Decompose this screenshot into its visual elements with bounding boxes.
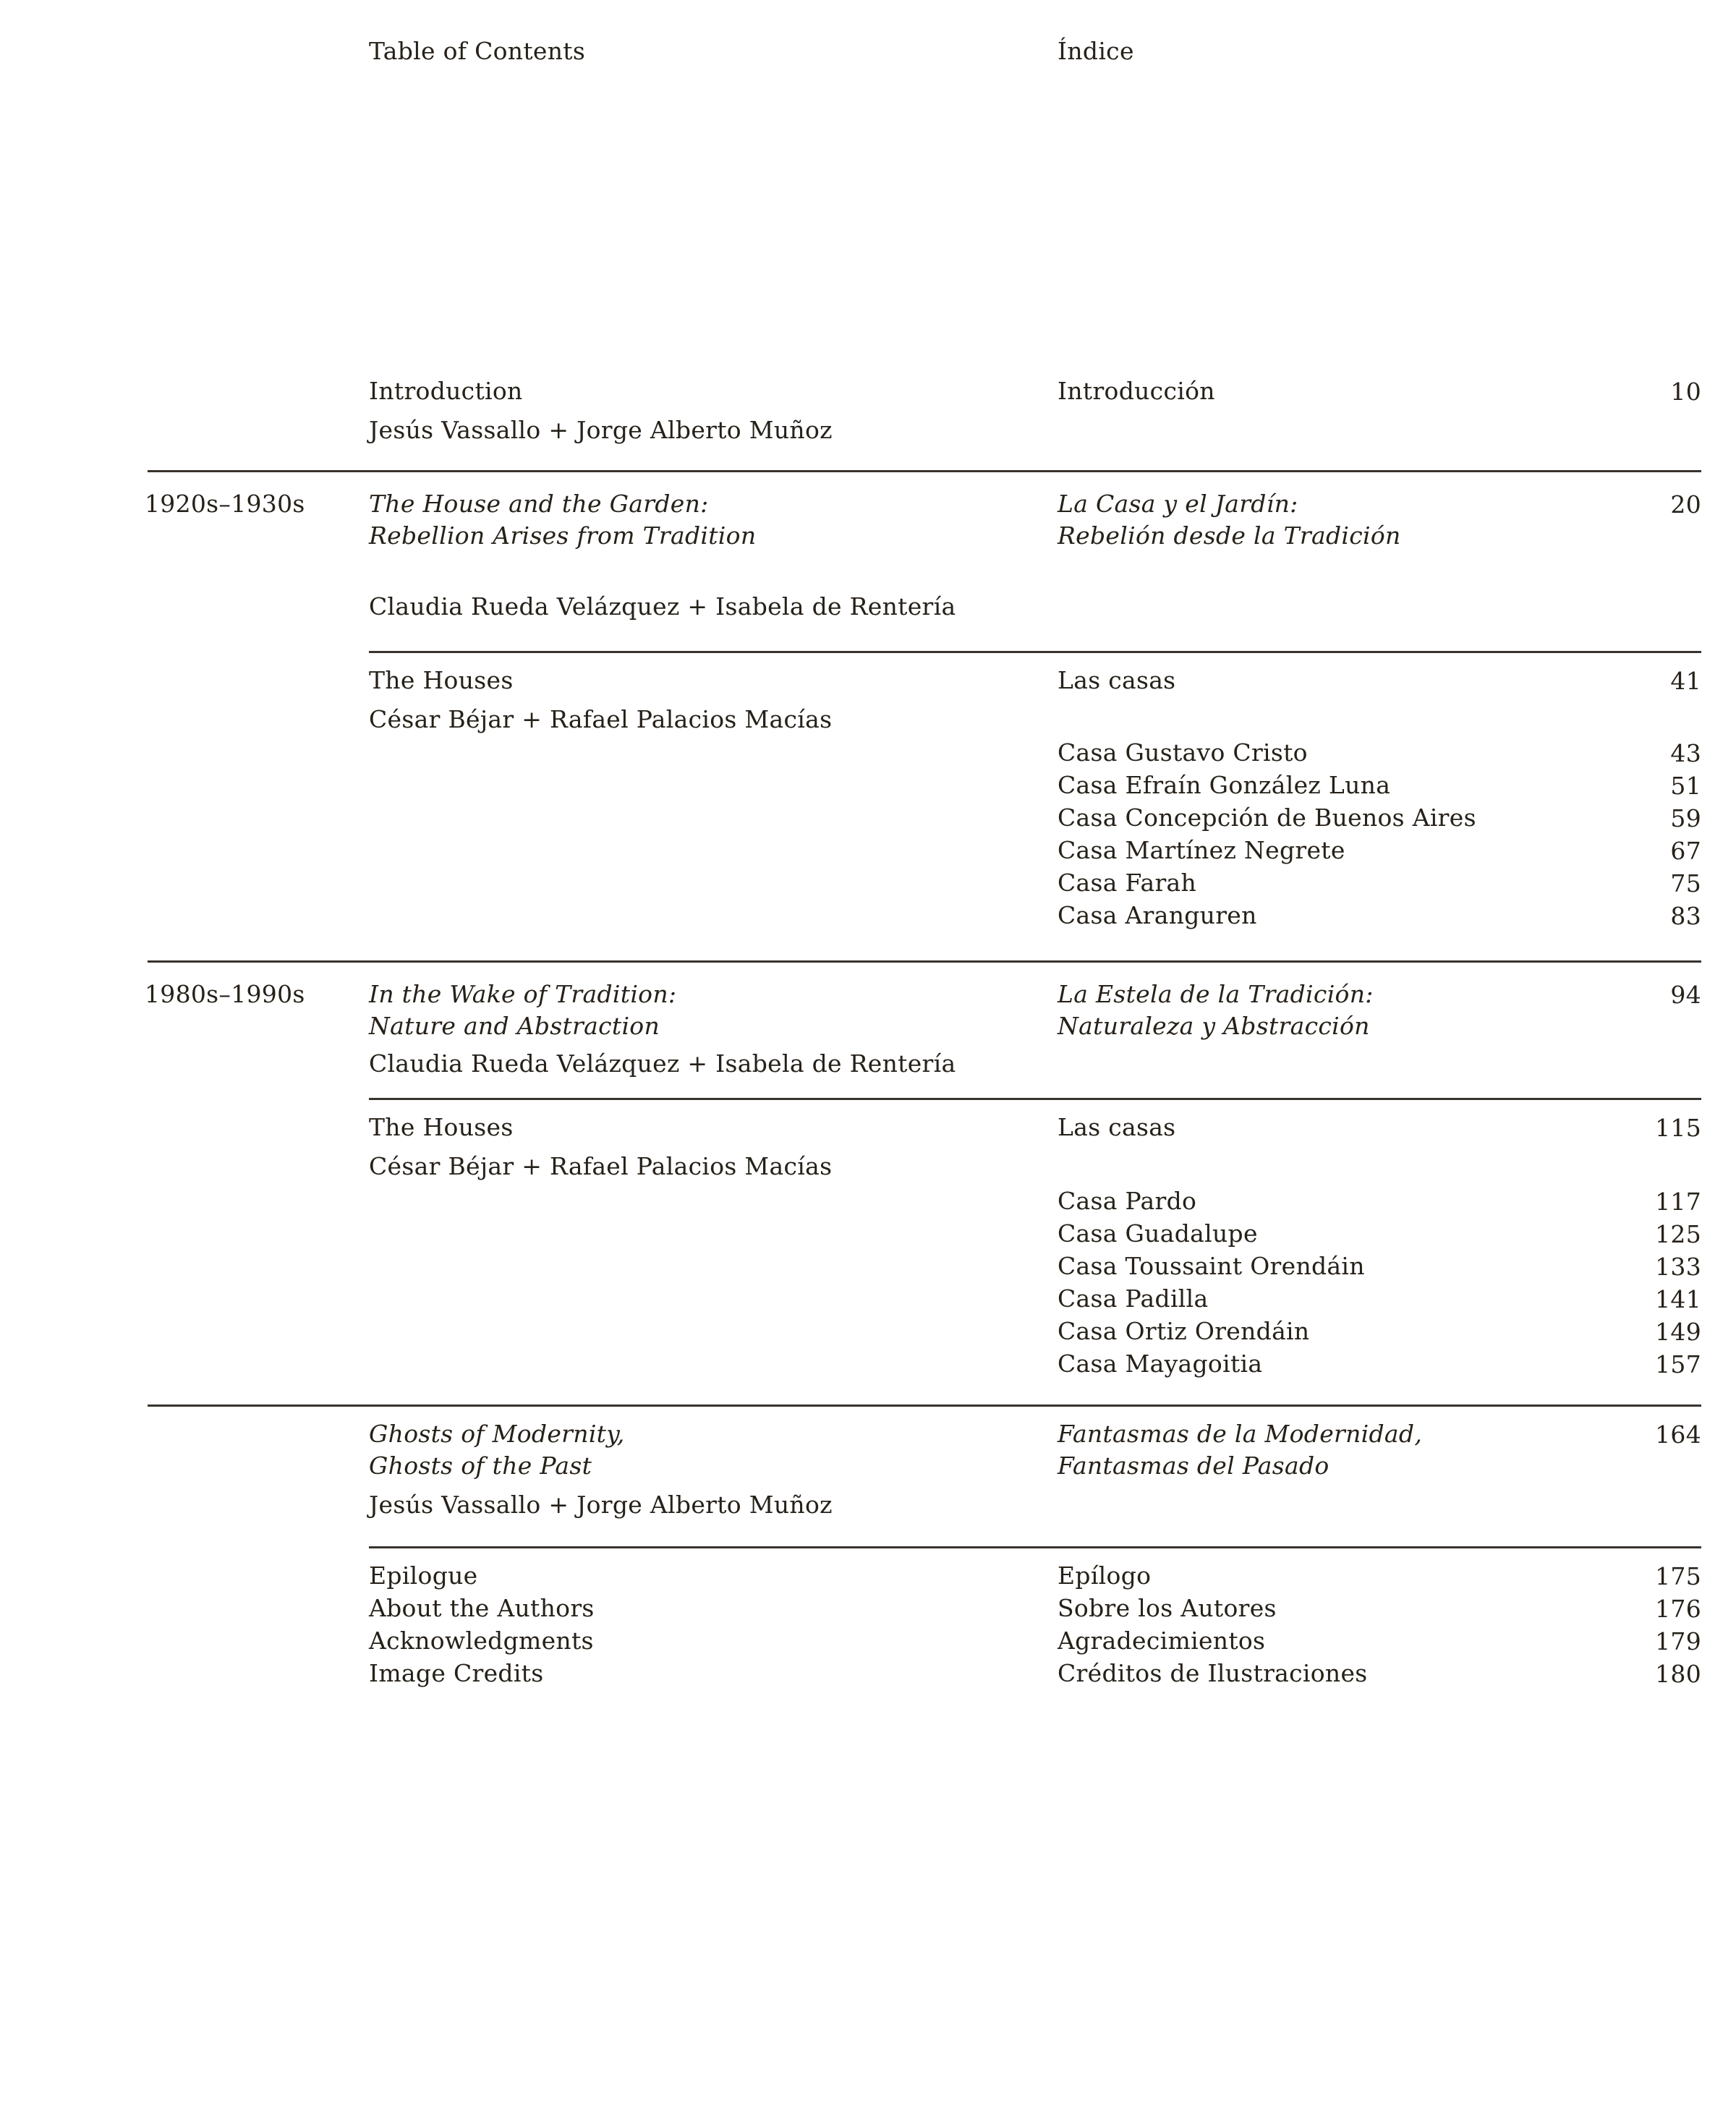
subsection-divider-rule bbox=[369, 1546, 1701, 1548]
page-number-casa: 83 bbox=[1670, 902, 1701, 930]
back-matter-item-es: Sobre los Autores bbox=[1058, 1594, 1277, 1622]
page-number-houses-2: 115 bbox=[1655, 1114, 1701, 1142]
casa-list-item: Casa Farah bbox=[1058, 869, 1197, 897]
page-number-back-matter: 176 bbox=[1655, 1595, 1701, 1623]
houses-heading-en-2: The Houses bbox=[369, 1113, 514, 1141]
ghosts-title-es-line2: Fantasmas del Pasado bbox=[1058, 1452, 1329, 1480]
back-matter-item-en: Epilogue bbox=[369, 1561, 478, 1590]
houses-heading-es-1: Las casas bbox=[1058, 666, 1176, 694]
page-number-casa: 133 bbox=[1655, 1253, 1701, 1281]
page-number-ghosts: 164 bbox=[1655, 1420, 1701, 1449]
page-number-essay-1: 20 bbox=[1670, 490, 1701, 519]
casa-list-item: Casa Mayagoitia bbox=[1058, 1350, 1263, 1378]
casa-list-item: Casa Toussaint Orendáin bbox=[1058, 1252, 1365, 1280]
casa-list-item: Casa Pardo bbox=[1058, 1187, 1197, 1215]
authors-introduction: Jesús Vassallo + Jorge Alberto Muñoz bbox=[369, 416, 833, 444]
back-matter-item-es: Créditos de Ilustraciones bbox=[1058, 1659, 1368, 1687]
decade-label-1920s-1930s: 1920s–1930s bbox=[145, 490, 305, 518]
page-number-casa: 67 bbox=[1670, 837, 1701, 865]
back-matter-item-en: Image Credits bbox=[369, 1659, 544, 1687]
page-number-casa: 51 bbox=[1670, 772, 1701, 800]
page-number-casa: 125 bbox=[1655, 1220, 1701, 1248]
page-header-spanish: Índice bbox=[1058, 37, 1134, 65]
page-number-casa: 75 bbox=[1670, 869, 1701, 898]
page-number-back-matter: 175 bbox=[1655, 1562, 1701, 1590]
decade-label-1980s-1990s: 1980s–1990s bbox=[145, 980, 305, 1008]
essay-title-es-line2: Rebelión desde la Tradición bbox=[1058, 521, 1401, 550]
casa-list-item: Casa Padilla bbox=[1058, 1284, 1209, 1313]
page-number-casa: 43 bbox=[1670, 739, 1701, 767]
essay-title-en-line2: Nature and Abstraction bbox=[369, 1012, 660, 1040]
page-number-houses-1: 41 bbox=[1670, 667, 1701, 695]
houses-heading-en-1: The Houses bbox=[369, 666, 514, 694]
back-matter-item-en: Acknowledgments bbox=[369, 1627, 594, 1655]
essay-title-es-line1: La Estela de la Tradición: bbox=[1058, 980, 1374, 1008]
authors-essay-1: Claudia Rueda Velázquez + Isabela de Rentería bbox=[369, 592, 956, 621]
casa-list-item: Casa Martínez Negrete bbox=[1058, 836, 1345, 864]
toc-entry-introduction-es: Introducción bbox=[1058, 377, 1215, 405]
page-number-casa: 149 bbox=[1655, 1318, 1701, 1346]
subsection-divider-rule bbox=[369, 651, 1701, 653]
section-divider-rule bbox=[148, 470, 1701, 472]
essay-title-es-line1: La Casa y el Jardín: bbox=[1058, 490, 1298, 518]
casa-list-item: Casa Guadalupe bbox=[1058, 1219, 1258, 1248]
authors-houses-1: César Béjar + Rafael Palacios Macías bbox=[369, 705, 833, 733]
page-header-english: Table of Contents bbox=[369, 37, 586, 65]
page-number-casa: 141 bbox=[1655, 1285, 1701, 1313]
page-number-essay-2: 94 bbox=[1670, 981, 1701, 1009]
casa-list-item: Casa Concepción de Buenos Aires bbox=[1058, 804, 1476, 832]
page-number-casa: 59 bbox=[1670, 804, 1701, 832]
casa-list-item: Casa Gustavo Cristo bbox=[1058, 738, 1308, 767]
back-matter-item-es: Agradecimientos bbox=[1058, 1627, 1266, 1655]
casa-list-item: Casa Efraín González Luna bbox=[1058, 771, 1391, 799]
page-number-back-matter: 180 bbox=[1655, 1660, 1701, 1688]
page-number-casa: 117 bbox=[1655, 1188, 1701, 1216]
casa-list-item: Casa Ortiz Orendáin bbox=[1058, 1317, 1310, 1345]
essay-title-es-line2: Naturaleza y Abstracción bbox=[1058, 1012, 1370, 1040]
casa-list-item: Casa Aranguren bbox=[1058, 901, 1257, 929]
authors-ghosts: Jesús Vassallo + Jorge Alberto Muñoz bbox=[369, 1491, 833, 1519]
ghosts-title-es-line1: Fantasmas de la Modernidad, bbox=[1058, 1420, 1423, 1448]
subsection-divider-rule bbox=[369, 1098, 1701, 1100]
page-number-back-matter: 179 bbox=[1655, 1627, 1701, 1655]
authors-essay-2: Claudia Rueda Velázquez + Isabela de Rentería bbox=[369, 1049, 956, 1078]
ghosts-title-en-line2: Ghosts of the Past bbox=[369, 1452, 592, 1480]
ghosts-title-en-line1: Ghosts of Modernity, bbox=[369, 1420, 625, 1448]
houses-heading-es-2: Las casas bbox=[1058, 1113, 1176, 1141]
page-number-casa: 157 bbox=[1655, 1350, 1701, 1378]
section-divider-rule bbox=[148, 1405, 1701, 1407]
essay-title-en-line1: In the Wake of Tradition: bbox=[369, 980, 677, 1008]
essay-title-en-line1: The House and the Garden: bbox=[369, 490, 709, 518]
back-matter-item-en: About the Authors bbox=[369, 1594, 595, 1622]
page-number-introduction: 10 bbox=[1670, 378, 1701, 406]
toc-entry-introduction-en: Introduction bbox=[369, 377, 523, 405]
essay-title-en-line2: Rebellion Arises from Tradition bbox=[369, 521, 757, 550]
authors-houses-2: César Béjar + Rafael Palacios Macías bbox=[369, 1152, 833, 1180]
back-matter-item-es: Epílogo bbox=[1058, 1561, 1152, 1590]
section-divider-rule bbox=[148, 960, 1701, 963]
